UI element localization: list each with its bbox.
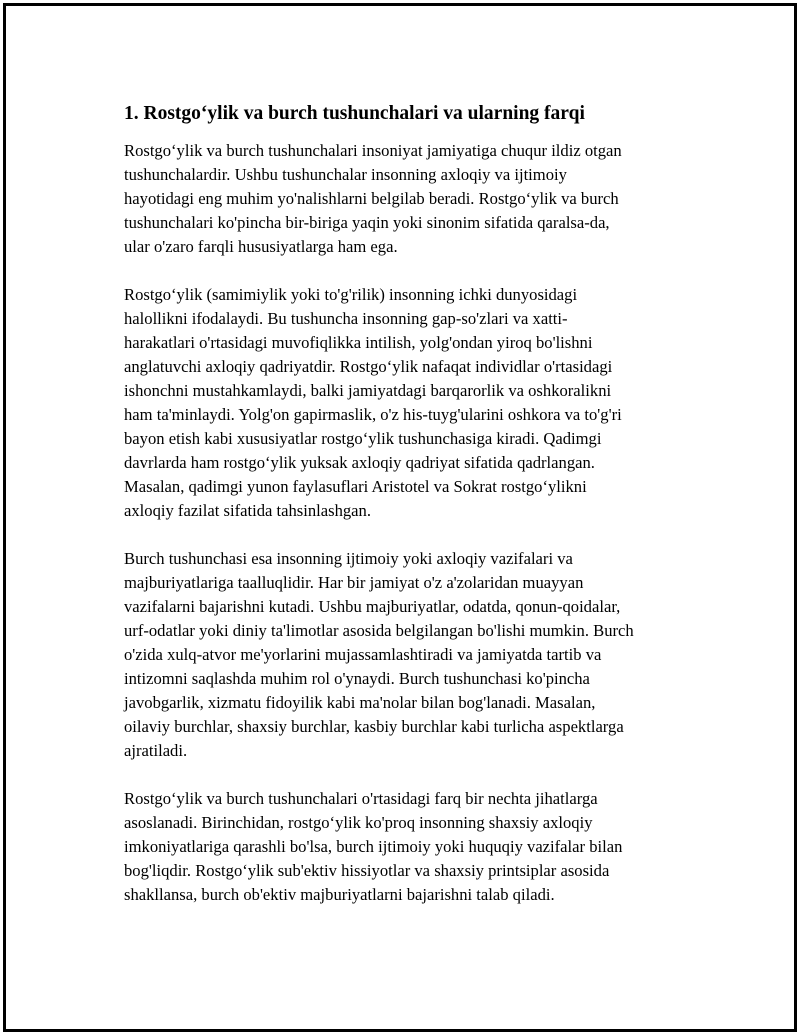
text-line: Rostgo‘ylik (samimiylik yoki to'g'rilik) insonning ichki dunyosidagi xyxy=(124,285,578,304)
text-line: hayotidagi eng muhim yo'nalishlarni belgilab beradi. Rostgo‘ylik va burch xyxy=(124,189,619,208)
text-line: Burch tushunchasi esa insonning ijtimoiy yoki axloqiy vazifalari va xyxy=(124,549,573,568)
text-line: ham ta'minlaydi. Yolg'on gapirmaslik, o'z his-tuyg'ularini oshkora va to'g'ri xyxy=(124,405,622,424)
text-line: Rostgo‘ylik va burch tushunchalari o'rtasidagi farq bir nechta jihatlarga xyxy=(124,789,598,808)
text-line: anglatuvchi axloqiy qadriyatdir. Rostgo‘ylik nafaqat individlar o'rtasidagi xyxy=(124,357,613,376)
text-line: majburiyatlariga taalluqlidir. Har bir jamiyat o'z a'zolaridan muayyan xyxy=(124,573,584,592)
page-frame xyxy=(3,3,797,1032)
paragraph-3 xyxy=(124,547,694,763)
text-line: asoslanadi. Birinchidan, rostgo‘ylik ko'proq insonning shaxsiy axloqiy xyxy=(124,813,593,832)
text-line: shakllansa, burch ob'ektiv majburiyatlarni bajarishni talab qiladi. xyxy=(124,885,555,904)
text-line: tushunchalari ko'pincha bir-biriga yaqin yoki sinonim sifatida qaralsa-da, xyxy=(124,213,610,232)
text-line: vazifalarni bajarishni kutadi. Ushbu majburiyatlar, odatda, qonun-qoidalar, xyxy=(124,597,621,616)
text-line: intizomni saqlashda muhim rol o'ynaydi. Burch tushunchasi ko'pincha xyxy=(124,669,590,688)
text-line: halollikni ifodalaydi. Bu tushuncha insonning gap-so'zlari va xatti- xyxy=(124,309,568,328)
text-line: ajratiladi. xyxy=(124,741,188,760)
text-line: harakatlari o'rtasidagi muvofiqlikka intilish, yolg'ondan yiroq bo'lishni xyxy=(124,333,593,352)
section-heading: 1. Rostgo‘ylik va burch tushunchalari va ularning farqi xyxy=(124,103,585,124)
text-line: urf-odatlar yoki diniy ta'limotlar asosida belgilangan bo'lishi mumkin. Burch xyxy=(124,621,634,640)
text-line: axloqiy fazilat sifatida tahsinlashgan. xyxy=(124,501,371,520)
paragraph-2 xyxy=(124,283,694,523)
text-line: bayon etish kabi xususiyatlar rostgo‘ylik tushunchasiga kiradi. Qadimgi xyxy=(124,429,602,448)
text-line: ishonchni mustahkamlaydi, balki jamiyatdagi barqarorlik va oshkoralikni xyxy=(124,381,612,400)
text-line: davrlarda ham rostgo‘ylik yuksak axloqiy qadriyat sifatida qadrlangan. xyxy=(124,453,595,472)
text-line: oilaviy burchlar, shaxsiy burchlar, kasbiy burchlar kabi turlicha aspektlarga xyxy=(124,717,624,736)
text-line: o'zida xulq-atvor me'yorlarini mujassamlashtiradi va jamiyatda tartib va xyxy=(124,645,602,664)
text-line: imkoniyatlariga qarashli bo'lsa, burch ijtimoiy yoki huquqiy vazifalar bilan xyxy=(124,837,623,856)
text-line: Rostgo‘ylik va burch tushunchalari insoniyat jamiyatiga chuqur ildiz otgan xyxy=(124,141,622,160)
text-line: tushunchalardir. Ushbu tushunchalar insonning axloqiy va ijtimoiy xyxy=(124,165,567,184)
paragraph-1 xyxy=(124,139,694,259)
document-body xyxy=(124,102,694,931)
text-line: ular o'zaro farqli hususiyatlarga ham ega. xyxy=(124,237,398,256)
text-line: javobgarlik, xizmatu fidoyilik kabi ma'nolar bilan bog'lanadi. Masalan, xyxy=(124,693,596,712)
paragraph-4 xyxy=(124,787,694,907)
text-line: Masalan, qadimgi yunon faylasuflari Aristotel va Sokrat rostgo‘ylikni xyxy=(124,477,587,496)
text-line: bog'liqdir. Rostgo‘ylik sub'ektiv hissiyotlar va shaxsiy printsiplar asosida xyxy=(124,861,610,880)
